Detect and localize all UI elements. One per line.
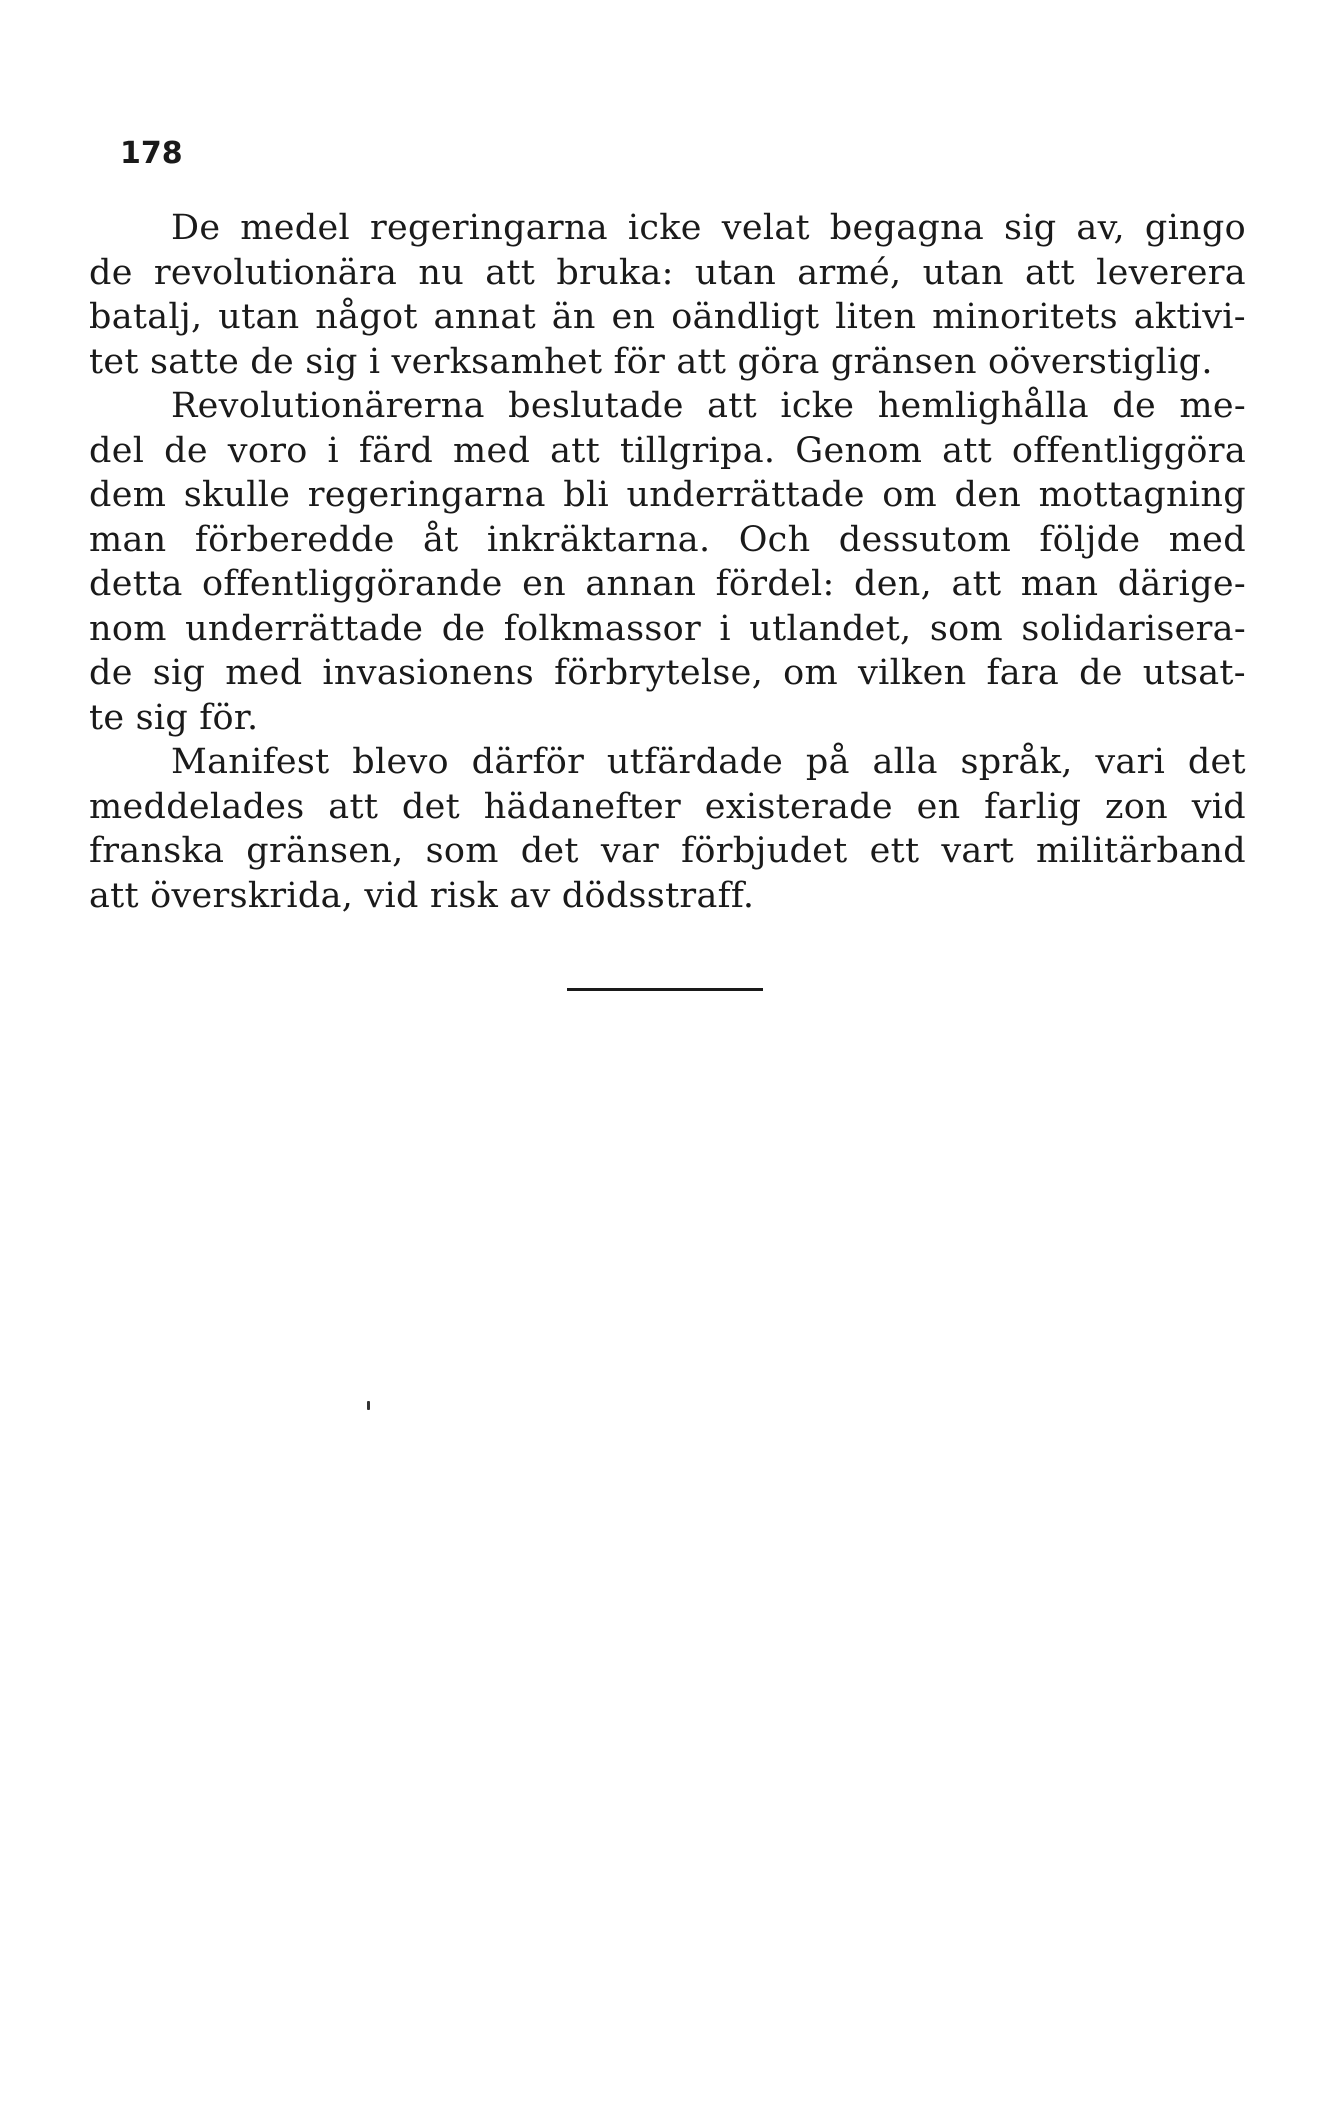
text-line: dem skulle regeringarna bli underrättade om den mottagning <box>89 475 1246 515</box>
text-line: Revolutionärerna beslutade att icke hemlighålla de me- <box>171 386 1246 426</box>
text-line: de sig med invasionens förbrytelse, om vilken fara de utsat- <box>89 653 1246 693</box>
print-speck <box>367 1401 370 1410</box>
text-line: te sig för. <box>89 697 259 738</box>
text-line: De medel regeringarna icke velat begagna sig av, gingo <box>171 208 1246 248</box>
text-line: batalj, utan något annat än en oändligt liten minoritets aktivi- <box>89 297 1246 337</box>
text-line: de revolutionära nu att bruka: utan armé, utan att leverera <box>89 252 1246 293</box>
body-text <box>89 206 1246 918</box>
text-line: man förberedde åt inkräktarna. Och dessutom följde med <box>89 519 1246 560</box>
section-divider <box>567 988 763 991</box>
text-line: meddelades att det hädanefter existerade en farlig zon vid <box>89 786 1246 827</box>
text-line: tet satte de sig i verksamhet för att göra gränsen oöverstiglig. <box>89 341 1213 382</box>
text-line: franska gränsen, som det var förbjudet ett vart militärband <box>89 831 1246 871</box>
text-line: detta offentliggörande en annan fördel: den, att man därige- <box>89 564 1246 604</box>
text-line: att överskrida, vid risk av dödsstraff. <box>89 875 755 916</box>
text-line: nom underrättade de folkmassor i utlandet, som solidarisera- <box>89 608 1246 649</box>
text-line: del de voro i färd med att tillgripa. Genom att offentliggöra <box>89 430 1246 471</box>
text-line: Manifest blevo därför utfärdade på alla språk, vari det <box>171 742 1246 782</box>
page-number: 178 <box>120 136 183 171</box>
